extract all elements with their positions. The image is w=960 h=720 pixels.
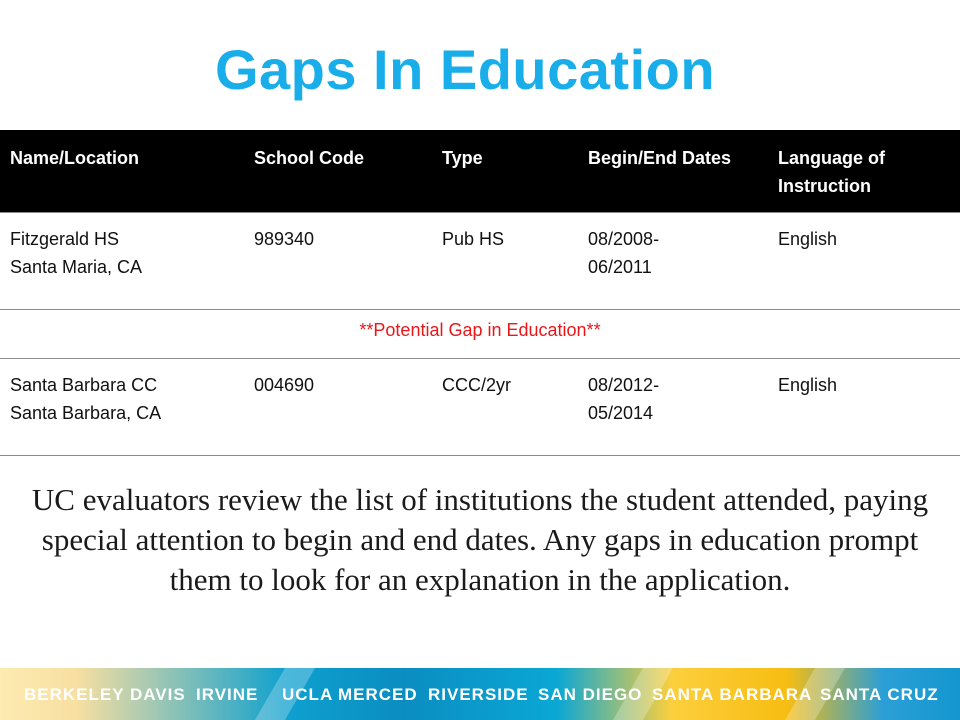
begin-date: 08/2008- [588, 229, 660, 249]
cell-language: English [768, 213, 960, 310]
table-row [0, 213, 960, 310]
header-begin-end-dates: Begin/End Dates [578, 130, 768, 213]
cell-dates [578, 359, 768, 456]
cell-school-code: 989340 [244, 213, 432, 310]
cell-dates [578, 213, 768, 310]
begin-date: 08/2012- [588, 375, 660, 395]
campus-ucla: UCLA [282, 685, 334, 704]
caption-text: UC evaluators review the list of institutions the student attended, paying special attention to begin and end dates. Any gaps in education prompt them to look for an explanation in the application. [31, 482, 929, 597]
campus-santa-cruz: SANTA CRUZ [820, 685, 939, 704]
page-title: Gaps In Education [214, 38, 716, 101]
campus-san-diego: SAN DIEGO [538, 685, 643, 704]
cell-name-location [0, 359, 244, 456]
cell-name-location [0, 213, 244, 310]
table-row [0, 359, 960, 456]
end-date: 05/2014 [588, 403, 654, 423]
campus-riverside: RIVERSIDE [428, 685, 529, 704]
end-date: 06/2011 [588, 257, 652, 277]
header-school-code: School Code [244, 130, 432, 213]
header-language: Language of Instruction [768, 130, 960, 213]
cell-school-code: 004690 [244, 359, 432, 456]
education-table [0, 130, 960, 456]
school-location: Santa Barbara, CA [10, 403, 162, 423]
header-type: Type [432, 130, 578, 213]
campus-santa-barbara: SANTA BARBARA [652, 685, 813, 704]
campus-irvine: IRVINE [196, 685, 259, 704]
school-name: Fitzgerald HS [10, 229, 120, 249]
school-name: Santa Barbara CC [10, 375, 158, 395]
gap-row [0, 310, 960, 359]
campus-berkeley: BERKELEY [24, 685, 125, 704]
cell-type: Pub HS [432, 213, 578, 310]
campus-banner [0, 668, 960, 720]
campus-davis: DAVIS [130, 685, 186, 704]
gap-note: **Potential Gap in Education** [0, 310, 960, 359]
table-header-row [0, 130, 960, 213]
school-location: Santa Maria, CA [10, 257, 143, 277]
cell-type: CCC/2yr [432, 359, 578, 456]
cell-language: English [768, 359, 960, 456]
header-name-location: Name/Location [0, 130, 244, 213]
campus-merced: MERCED [338, 685, 418, 704]
